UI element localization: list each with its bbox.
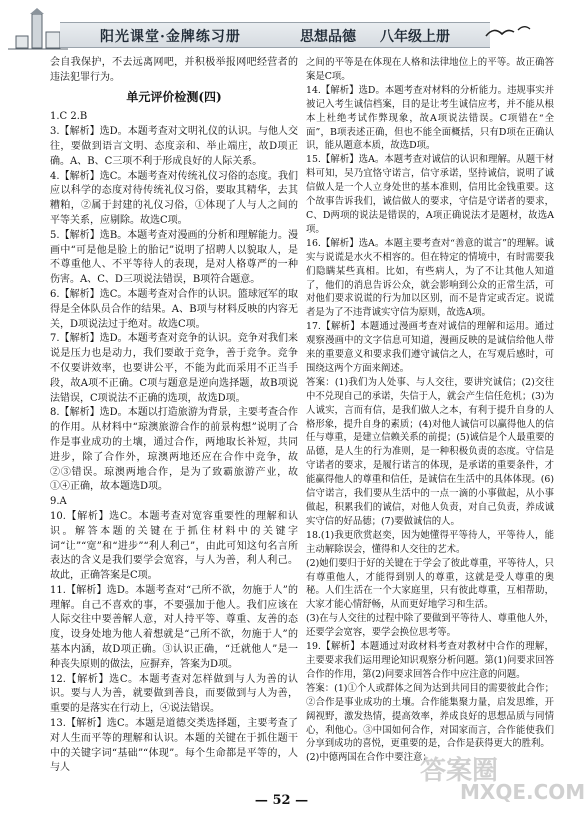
answer-item: 3.【解析】选D。本题考查对文明礼仪的认识。与他人交往，要做到语言文明、态度亲和、举止端庄，故D项正确。A、B、C三项不利于形成良好的人际关系。 (50, 126, 298, 167)
left-column (50, 56, 298, 776)
grade-label: 八年级上册 (380, 29, 450, 45)
answer-item: 10.【解析】选C。本题考查对宽容重要性的理解和认识。解答本题的关键在于抓住材料中的关键字词“让”“宽”和“进步”“利人利己”，由此可知这句名言所表达的含义是我们要学会宽容，与人为善，利人利己。故此，正确答案是C项。 (50, 510, 298, 582)
subject-label: 思想品德 (300, 29, 356, 45)
answer-item: 4.【解析】选C。本题考查对传统礼仪习俗的态度。我们应以科学的态度对待传统礼仪习俗，要取其精华，去其糟粕，②属于封建的礼仪习俗，①体现了人与人之间的平等关系，应剔除。故选C项。 (50, 170, 298, 226)
answer-item: 7.【解析】选D。本题考查对竞争的认识。竞争对我们来说是压力也是动力，我们要敢于竞争，善于竞争。竞争不仅要讲效率，也要讲公平，不能为此而采用不正当手段，故A项不正确。C项与题意是逆向选择题，故B项说法错误，C项说法不正确的选项，故选D项。 (50, 333, 298, 404)
answer-item: 18.(1)我更欣赏赵奕，因为她懂得平等待人，平等待人，能主动解除误会，懂得和人交往的艺术。 (306, 529, 554, 555)
answer-item: 6.【解析】选C。本题考查对合作的认识。篮球冠军的取得是全体队员合作的结果。A、B项与材料反映的内容无关，D项说法过于绝对。故选C项。 (50, 288, 298, 330)
birds-icon (480, 20, 540, 44)
lighthouse-decoration-icon (8, 6, 68, 52)
answer-item: 14.【解析】选D。本题考查对材料的分析能力。违规事实并被记入考生诚信档案，目的是让考生诚信应考，并不能从根本上杜绝考试作弊现象，故A项说法错误。C项错在“全面”，B项表述正确，但也不能全面概括，只有D项在正确认识，能从题意本质，故选D项。 (306, 84, 554, 152)
answer-item: 13.【解析】选C。本题是道德交类选择题，主要考查了对人生而平等的理解和认识。本题的关键在于抓住题干中的关键字词“基础”“体现”。每个生命都是平等的，人与人 (50, 718, 298, 774)
right-column (306, 56, 554, 765)
answer-item: (3)在与人交往的过程中除了要做到平等待人、尊重他人外，还要学会宽容，要学会换位思考等。 (306, 613, 554, 639)
answer-item: 11.【解析】选D。本题考查对“己所不欲，勿施于人”的理解。自己不喜欢的事，不要强加于他人。我们应该在人际交往中要善解人意，对人持平等、尊重、友善的态度，设身处地为他人着想就是“己所不欲，勿施于人”的基本内涵，故D项正确。③认识正确，“迁就他人”是一种丧失原则的做法，应摒弃，答案为D项。 (50, 584, 298, 670)
answer-item: 17.【解析】本题通过漫画考查对诚信的理解和运用。通过观察漫画中的文字信息可知道，漫画反映的是诚信给他人带来的重要意义和要求我们遵守诚信之人，在写观后感时，可围绕这两个方面来阐述。 (306, 321, 554, 374)
answer-item: 1.C 2.B (50, 111, 88, 123)
paragraph: 之间的平等是在体现在人格和法律地位上的平等。故正确答案是C项。 (306, 57, 554, 82)
answer-item: 15.【解析】选A。本题考查对诚信的认识和理解。从题干材料可知，吴乃宜恪守诺言，信守承诺，坚持诚信，说明了诚信做人是一个人立身处世的基本准则，信用比金钱重要。这个故事告诉我们，诚信做人的要求，守信是守诺者的要求，C、D两项的说法是错误的，A项正确说法才是题材，故选A项。 (306, 154, 554, 235)
answer-item: 12.【解析】选C。本题考查对怎样做到与人为善的认识。要与人为善，就要做到善良，而要做到与人为善，重要的是落实在行动上，④说法错误。 (50, 673, 298, 715)
page-number: — 52 — (254, 793, 309, 808)
answer-item: 9.A (50, 496, 67, 508)
answer-item: 8.【解析】选D。本题以打造旅游为背景，主要考查合作的作用。从材料中“琼澳旅游合作的前景构想”说明了合作是事业成功的土壤，通过合作，两地取长补短，共同进步，除了合作外，琼澳两地还应在合作中竞争，故②③错误。琼澳两地合作，是为了致霸旅游产业，故①④正确，故本题选D项。 (50, 407, 298, 493)
answer-item: 16.【解析】选A。本题主要考查对“善意的谎言”的理解。诚实与说谎是水火不相容的。但在特定的情境中，有时需要我们隐瞒某些真相。比如，有些病人，为了不让其他人知道了，他们的消息告诉公众，就会影响到公众的正常生活，可对他们要求说谎的行为加以区别，而不是肯定或否定。说谎者是为了不违背诚实守信为原则，故选A项。 (306, 237, 554, 319)
book-series-title: 阳光课堂·金牌练习册 (100, 29, 241, 45)
answer-item: (2)中德两国在合作中要注意： (306, 752, 432, 764)
answer-item: 答案：(1)我们为人处事、与人交往，要讲究诚信；(2)交往中不兑现自己的承诺，失信于人，就会产生信任危机；(3)为人诚实，言而有信，是我们做人之本，有利于提升自身的人格形象，提升自身的素质；(4)对他人诚信可以赢得他人的信任与尊重，是建立信赖关系的前提；(5)诚信是个人最重要的品德，是人生的行为准则，是一种积极负责的态度。守信是守诺者的要求，是履行诺言的体现，是承诺的重要条件，才能赢得他人的尊重和信任，是诚信在生活中的具体体现。(6)信守诺言，我们要从生活中的一点一滴的小事做起，从小事做起，积累我们的诚信，对他人负责，对自己负责，养成诚实守信的好品德；(7)要做诚信的人。 (306, 376, 554, 527)
page-header (0, 0, 563, 52)
paragraph: 会自我保护，不去远离网吧，并积极举报网吧经营者的违法犯罪行为。 (50, 57, 298, 83)
answer-item: 19.【解析】本题通过对政材料考查对教材中合作的理解，主要要求我们运用理论知识观察分析问题。第(1)问要求回答合作的作用，第(2)问要求回答合作中应注意的问题。 (306, 641, 554, 680)
section-title: 单元评价检测(四) (126, 89, 222, 104)
answer-item: 答案：(1)①个人或群体之间为达到共同目的需要彼此合作；②合作是事业成功的土壤。合作能集聚力量，启发思维，开阔视野，激发热情，提高效率，养成良好的思想品质与同情心，利他心。③中国如何合作，对国家而言，合作能使我们分享到成功的喜悦，更重要的是，合作是获得更大的胜利。 (306, 682, 554, 750)
watermark: 答案圈 (420, 756, 499, 786)
answer-item: (2)她们要归于好的关键在于学会了彼此尊重，平等待人，只有尊重他人，才能得到别人的尊重，这就是受人尊重的奥秘。人们生活在一个大家庭里，只有彼此尊重，互相帮助，大家才能心情舒畅，从而更好地学习和生活。 (306, 557, 554, 611)
answer-item: 5.【解析】选B。本题考查对漫画的分析和理解能力。漫画中“可是他是脸上的胎记”说明了招聘人以貌取人，是不尊重他人、不平等待人的表现，是对人格尊严的一种伤害。A、C、D三项说法错误，B项符合题意。 (50, 229, 298, 286)
watermark-url: MXQE.COM (460, 780, 585, 804)
